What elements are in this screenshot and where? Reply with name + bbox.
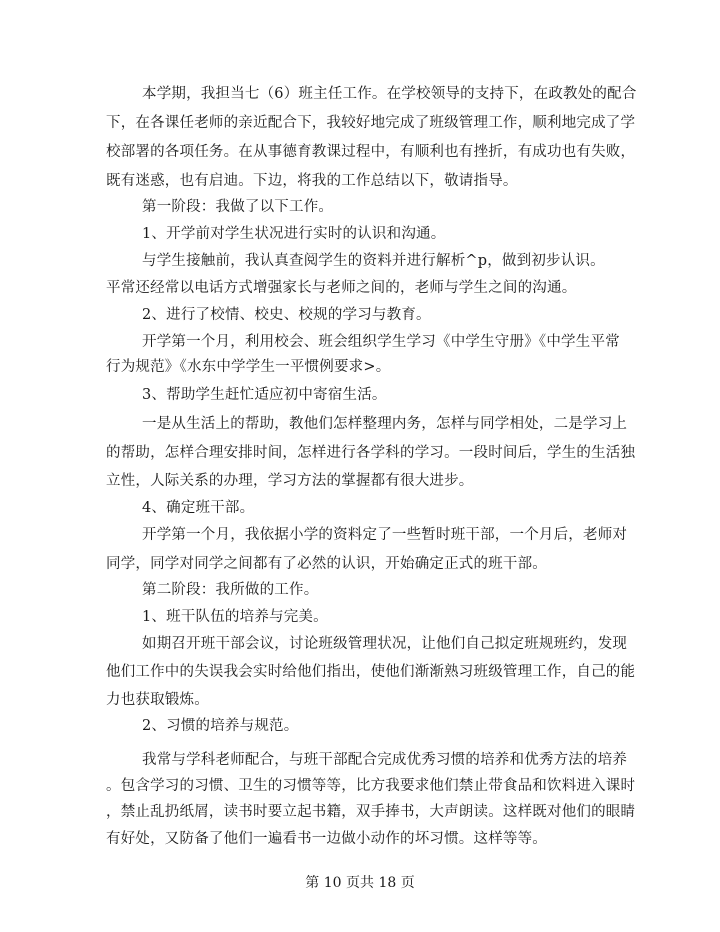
paragraph-line: 与学生接触前，我认真查阅学生的资料并进行解析^p，做到初步认识。 bbox=[142, 253, 605, 269]
paragraph-line: 既有迷惑，也有启迪。下边，将我的工作总结以下，敬请指导。 bbox=[106, 173, 518, 189]
paragraph-line: 他们工作中的失误我会实时给他们指出，使他们渐渐熟习班级管理工作，自己的能 bbox=[106, 664, 636, 680]
paragraph-line: 本学期，我担当七（6）班主任工作。在学校领导的支持下，在政教处的配合 bbox=[142, 86, 637, 102]
paragraph-line: 开学第一个月，利用校会、班会组织学生学习《中学生守册》《中学生平常 bbox=[142, 334, 620, 350]
paragraph-line: 一是从生活上的帮助，教他们怎样整理内务，怎样与同学相处，二是学习上 bbox=[142, 416, 628, 432]
paragraph-line: 。包含学习的习惯、卫生的习惯等等，比方我要求他们禁止带食品和饮料进入课时 bbox=[106, 778, 636, 794]
paragraph-line: 平常还经常以电话方式增强家长与老师之间的，老师与学生之间的沟通。 bbox=[106, 280, 577, 296]
paragraph-line: 如期召开班干部会议，讨论班级管理状况，让他们自己拟定班规班约，发现 bbox=[142, 636, 628, 652]
subsection-heading: 2、进行了校情、校史、校规的学习与教育。 bbox=[142, 307, 431, 323]
paragraph-line: 校部署的各项任务。在从事德育教课过程中，有顺利也有挫折，有成功也有失败， bbox=[106, 144, 636, 160]
paragraph-line: 下，在各课任老师的亲近配合下，我较好地完成了班级管理工作，顺利地完成了学 bbox=[106, 115, 636, 131]
page-number-footer: 第 10 页共 18 页 bbox=[305, 875, 415, 891]
subsection-heading: 2、习惯的培养与规范。 bbox=[142, 718, 299, 734]
section-heading: 第二阶段：我所做的工作。 bbox=[142, 582, 319, 598]
subsection-heading: 3、帮助学生赶忙适应初中寄宿生活。 bbox=[142, 387, 387, 403]
paragraph-line: 有好处，又防备了他们一遍看书一边做小动作的坏习惯。这样等等。 bbox=[106, 831, 547, 847]
subsection-heading: 4、确定班干部。 bbox=[142, 500, 255, 516]
paragraph-line: ，禁止乱扔纸屑，读书时要立起书籍，双手捧书，大声朗读。这样既对他们的眼睛 bbox=[106, 804, 636, 820]
paragraph-line: 开学第一个月，我依据小学的资料定了一些暂时班干部，一个月后，老师对 bbox=[142, 527, 628, 543]
paragraph-line: 行为规范》《水东中学学生一平惯例要求>。 bbox=[106, 359, 391, 375]
subsection-heading: 1、开学前对学生状况进行实时的认识和沟通。 bbox=[142, 226, 446, 242]
paragraph-line: 我常与学科老师配合，与班干部配合完成优秀习惯的培养和优秀方法的培养 bbox=[142, 752, 628, 768]
paragraph-line: 力也获取锻炼。 bbox=[106, 692, 209, 708]
section-heading: 第一阶段：我做了以下工作。 bbox=[142, 199, 334, 215]
subsection-heading: 1、班干队伍的培养与完美。 bbox=[142, 609, 328, 625]
paragraph-line: 立性，人际关系的办理，学习方法的掌握都有很大进步。 bbox=[106, 473, 474, 489]
paragraph-line: 同学，同学对同学之间都有了必然的认识，开始确定正式的班干部。 bbox=[106, 556, 547, 572]
paragraph-line: 的帮助，怎样合理安排时间，怎样进行各学科的学习。一段时间后，学生的生活独 bbox=[106, 445, 636, 461]
